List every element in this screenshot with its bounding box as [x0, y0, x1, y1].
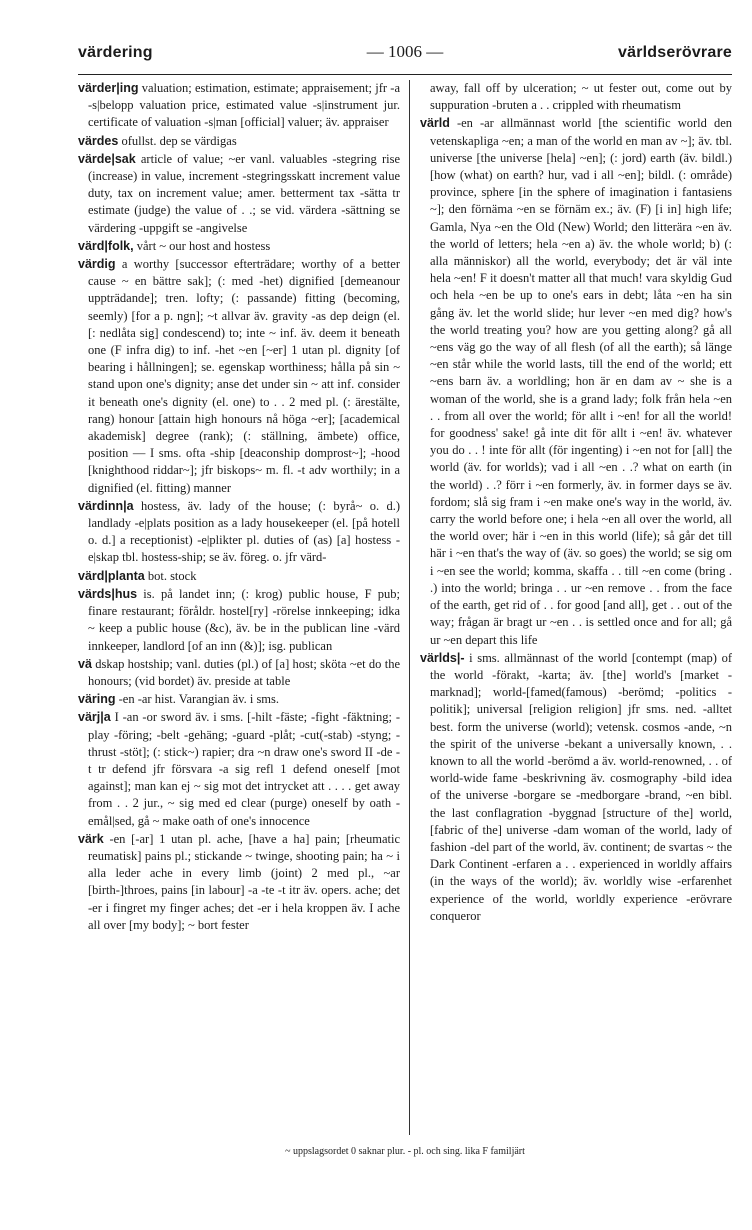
dictionary-entry: värdig a worthy [successor efterträdare; worthy of a better cause ~ en bättre sak]; (: med -het) dignified [demeanour uppträdande]; tren. lofty; (: passande) fitting (becoming, seemly) [for a p. ngn]; ~t allvar äv. gravity -as dep deign (el. [: nedlåta sig] condescend) to; inte ~ inf. äv. deem it beneath one (F infra dig) to inf. -het ~en [~er] 1 utan pl. dignity [of bearing i hållningen]; se. egenskap worthiness; hålla på sin ~ stand upon one's dignity; anse det under sin ~ att inf. consider it beneath one's dignity (el. one) to . . 2 med pl. (: ärestälte, rang) honour [attain high honours nå höga ~er]; [academical akademisk] degree (rank); (: ställning, ämbete) office, position — I sms. ofta -ship [deaconship domprost~]; -hood [knighthood riddar~]; jfr biskops~ m. fl. -t adv worthily; in a dignified (el. fitting) manner [78, 257, 400, 495]
entry-continuation: away, fall off by ulceration; ~ ut fester out, come out by suppuration -bruten a . . crippled with rheumatism [430, 81, 732, 113]
headword: värdig [78, 257, 116, 272]
headword: värde|sak [78, 151, 136, 166]
dictionary-entry: vä dskap hostship; vanl. duties (pl.) of [a] host; sköta ~et do the honours; (vid bordet) äv. preside at table [78, 656, 400, 688]
headword: värk [78, 831, 104, 846]
headword: värds|hus [78, 586, 138, 601]
headword: värdinn|a [78, 498, 134, 513]
column-divider [409, 80, 410, 1135]
dictionary-entry: värder|ing valuation; estimation, estimate; appraisement; jfr -a -s|belopp valuation price, estimated value -s|instrument jur. certificate of valuation -s|man [official] valuer; äv. appraiser [78, 81, 400, 130]
dictionary-entry: värds|hus is. på landet inn; (: krog) public house, F pub; finare restaurant; föråldr. hostel[ry] -rörelse innkeeping; idka ~ keep a public house (&c), äv. be in the publican line -värd innkeeper, landlord [of an inn (&)]; isg. publican [78, 586, 400, 653]
dictionary-entry: värk -en [-ar] 1 utan pl. ache, [have a ha] pain; [rheumatic reumatisk] pains pl.; stickande ~ twinge, shooting pain; ha ~ i alla leder ache in every limb (joint) 2 med pl., ~ar [birth-]throes, pains [in labour] -a -te -t itr äv. opers. ache; det -er i fingret my finger aches; det -er i hela kroppen äv. I ache all over [my body]; ~ bort fester [78, 831, 400, 932]
header-first-word: värdering [78, 44, 153, 61]
dictionary-entry: väring -en -ar hist. Varangian äv. i sms. [78, 692, 280, 707]
page-number: — 1006 — [366, 42, 444, 61]
dictionary-entry: värj|a I -an -or sword äv. i sms. [-hilt -fäste; -fight -fäktning; -play -föring; -belt -gehäng; -guard -plåt; -cut(-stab) -styng; -thrust -stöt]; (: stick~) rapier; dra ~n draw one's sword II -de -t tr defend jfr försvara -a sig refl 1 defend oneself [mot against]; man kan ej ~ sig mot det intrycket att . . . . get away from . . 2 jur., ~ sig med ed clear (purge) oneself by oath -emål|sed, gå ~ make oath of one's innocence [78, 710, 400, 828]
headword: värd|folk, [78, 238, 134, 253]
headword: världs|- [420, 650, 465, 665]
left-column [78, 80, 400, 1135]
right-column [420, 80, 732, 1135]
headword: värder|ing [78, 81, 139, 95]
dictionary-entry: värde|sak article of value; ~er vanl. valuables -stegring rise (increase) in value, increment -stegringsskatt increment value duty, tax on increment value; amer. betterment tax -sätta tr estimate (judge) the value of . .; se vid. värdera -sättning se värdering -uppgift se -angivelse [78, 151, 400, 235]
headword: värdes [78, 133, 119, 148]
headword: värj|a [78, 710, 111, 725]
headword: väring [78, 692, 116, 707]
header-last-word: världserövrare [618, 44, 732, 61]
dictionary-entry: värdes ofullst. dep se värdigas [78, 133, 237, 148]
page-header [78, 38, 732, 75]
headword: värld [420, 116, 450, 131]
headword: vä [78, 656, 92, 671]
page-footer-legend: ~ uppslagsordet 0 saknar plur. - pl. och sing. lika F familjärt [285, 1146, 525, 1157]
dictionary-entry: värld -en -ar allmännast world [the scientific world den vetenskapliga ~en; a man of the world en man av ~]; äv. tbl. universe [the universe [hela] ~en]; (: jord) earth (äv. bildl.) [how (what) on earth? hur, vad i all ~en]; bildl. (: område) province, sphere [in the sphere of imagination i fantasiens ~]; den förnäma ~en se förnäm ex.; äv. (F) [i in] high life; Gamla, Nya ~en the Old (New) World; den litterära ~en äv. the world of letters; hela ~en a) äv. the whole world; b) (: alla människor) all the world, everybody; det är väl inte hela ~en! F it doesn't matter all that much! vara skyldig Gud och hela ~en be up to one's ears in debt; låta ~en ha sin gång äv. let the world slide; hur lever ~en med dig? how's the world treating you? how are you getting along? gå all ~ens väg go the way of all flesh (of all the earth); så länge ~en står while the world lasts, till the end of the world; ett ~ens barn äv. a worldling; hon är en dam av ~ she is a woman of the world, she is a grand lady; folk från hela ~en . . from all over the world; för allt i ~en! for all the world! for goodness' sake! gå inte dit för allt i ~en! äv. whatever you do . . ! inte för allt (för ingenting) i ~en not for [all] the world (äv. for worlds); vad i all ~en . .? what on earth (in the world) . .? förr i ~en formerly, äv. in former days se äv. fordom; slå sig fram i ~en make one's way in the world, äv. carry the world before one; i hela ~en all over the world, all the world over; här i ~en in this world (life); så går det till här i ~en that's the way of (äv. so goes) the world; se sig om i ~en see the world; komma, skaffa . . till ~en come (bring . .) into the world; bringa . . ur ~en remove . . from the face of the earth, get rid of . . for good [and all], get . . out of the way; frågan är bragt ur ~en . . is settled once and for all; gå ur ~en depart this life [420, 116, 732, 647]
headword: värd|planta [78, 568, 145, 583]
dictionary-entry: värd|planta bot. stock [78, 568, 197, 583]
dictionary-entry: värd|folk, vårt ~ our host and hostess [78, 238, 271, 253]
dictionary-entry: världs|- i sms. allmännast of the world [contempt (map) of the world -förakt, -karta; äv. [the] world's [market -marknad]; world-[famed(famous) -berömd; -politics -politik]; universal [religion religion] jfr sms. ned. -alltet best. form the universe (world); vetensk. cosmos -ande, ~n the spirit of the universe -bekant a universally known, . . known to all the world -berömd a äv. world-renowned, . . of world-wide fame -beskrivning äv. cosmography -bild idea of the universe -borgare se -medborgare -brand, ~en bibl. the last conflagration -byggnad [structure of the] world, [fabric of the] universe -dam woman of the world, lady of fashion -del part of the world, äv. continent; de svartas ~ the Dark Continent -erfaren a . . experienced in worldly affairs (in the ways of the world); äv. worldly wise -erfarenhet experience of the world, worldly experience -erövrare conqueror [420, 650, 732, 923]
dictionary-entry: värdinn|a hostess, äv. lady of the house; (: byrå~ o. d.) landlady -e|plats position as a lady housekeeper (el. [på hotell o. d.] a receptionist) -e|plikter pl. duties of (as) [a] hostess -e|skap tbl. hostess-ship; se äv. föreg. o. jfr värd- [78, 498, 400, 565]
